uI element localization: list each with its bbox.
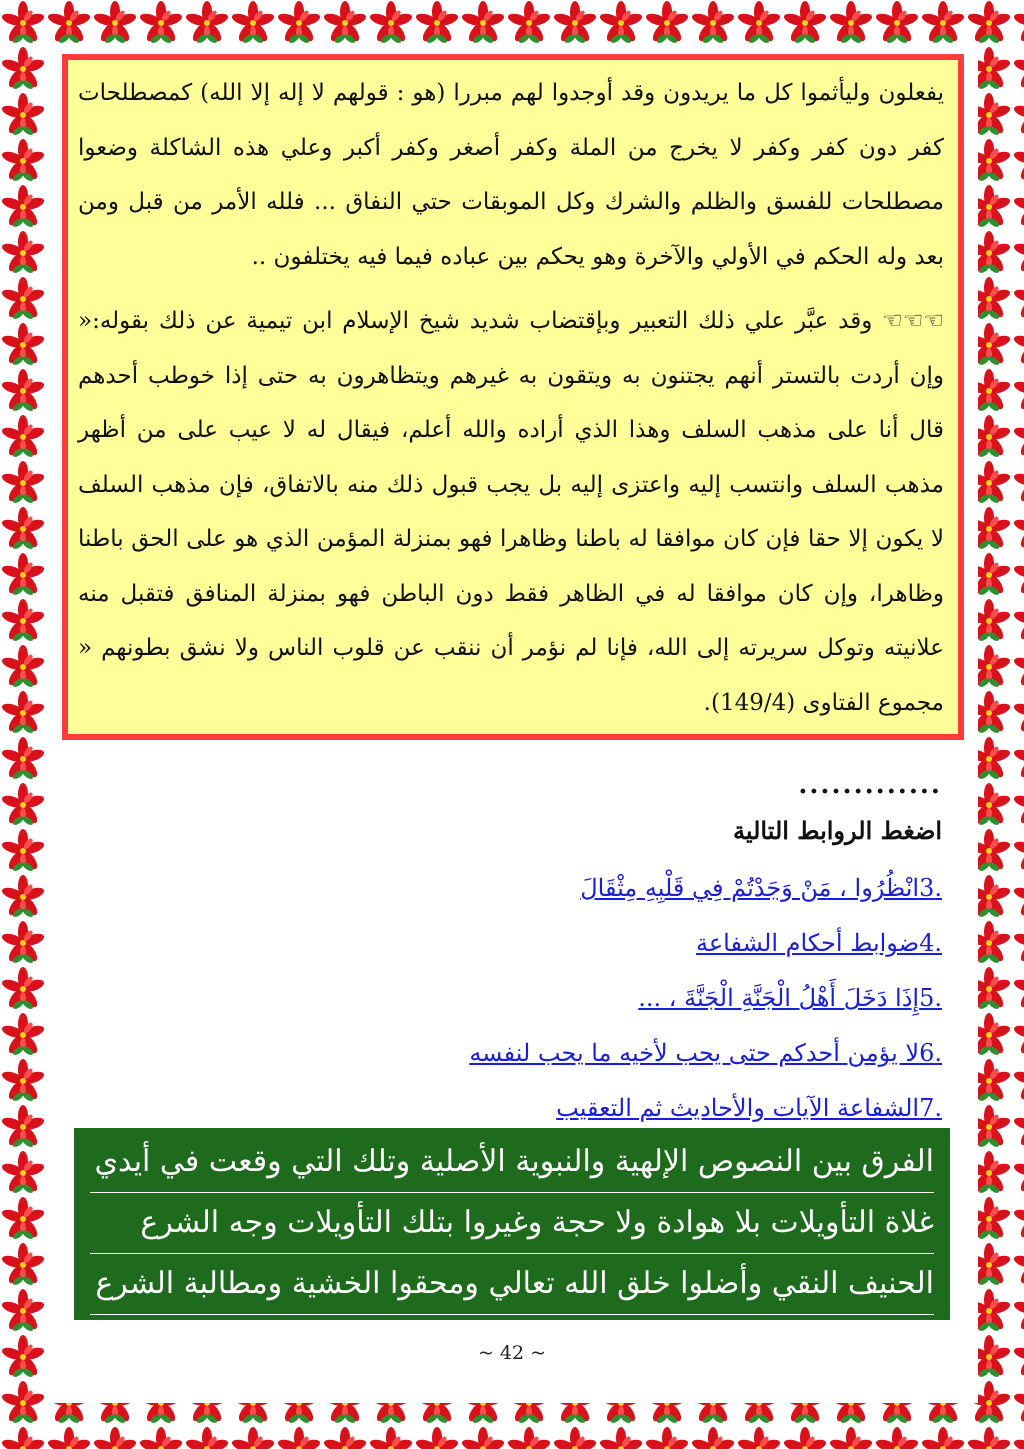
quote-text: [78, 66, 944, 728]
separator-dots: .............: [798, 770, 942, 800]
green-line-1: الفرق بين النصوص الإلهية والنبوية الأصلية وتلك التي وقعت في أيدي: [90, 1132, 934, 1193]
link-item-6[interactable]: .6لا يؤمن أحدكم حتى يحب لأخيه ما يحب لنفسه: [469, 1039, 942, 1067]
green-callout: [74, 1128, 950, 1320]
green-line-3: الحنيف النقي وأضلوا خلق الله تعالي ومحقوا الخشية ومطالبة الشرع: [90, 1254, 934, 1315]
page-number: ~ 42 ~: [477, 1342, 547, 1364]
page: [52, 46, 972, 1398]
quote-box: [62, 54, 964, 740]
link-item-3[interactable]: .3انْظُرُوا ، مَنْ وَجَدْتُمْ فِي قَلْبِهِ مِثْقَالَ: [580, 874, 942, 902]
link-list: [469, 864, 942, 1139]
paragraph-2: ☜☜☜ وقد عبَّر علي ذلك التعبير وبإقتضاب شديد شيخ الإسلام ابن تيمية عن ذلك بقوله:« وإن أردت بالتستر أنهم يجتنون به ويتقون به غيرهم ويتظاهرون به حتى إذا خوطب أحدهم قال أنا على مذهب السلف وهذا الذي أراده والله أعلم، فيقال له لا عيب على من أظهر مذهب السلف وانتسب إليه واعتزى إليه بل يجب قبول ذلك منه بالاتفاق، فإن مذهب السلف لا يكون إلا حقا فإن كان موافقا له باطنا وظاهرا فهو بمنزلة المؤمن الذي هو على الحق باطنا وظاهرا، وإن كان موافقا له في الظاهر فقط دون الباطن فهو بمنزلة المنافق فتقبل منه علانيته وتوكل سريرته إلى الله، فإنا لم نؤمر أن ننقب عن قلوب الناس ولا نشق بطونهم « مجموع الفتاوى (149/4).: [78, 308, 944, 716]
paragraph-1: يفعلون وليأثموا كل ما يريدون وقد أوجدوا لهم مبررا (هو : قولهم لا إله إلا الله) كمصطلحات كفر دون كفر وكفر لا يخرج من الملة وكفر أصغر وكفر أكبر وعلي هذه الشاكلة وضعوا مصطلحات للفسق والظلم والشرك وكل الموبقات حتي النفاق ... فلله الأمر من قبل ومن بعد وله الحكم في الأولي والآخرة وهو يحكم بين عباده فيما فيه يختلفون ..: [78, 80, 944, 270]
link-item-4[interactable]: .4ضوابط أحكام الشفاعة: [695, 929, 942, 957]
links-title: اضغط الروابط التالية: [732, 816, 942, 845]
link-item-5[interactable]: .5إِذَا دَخَلَ أَهْلُ الْجَنَّةِ الْجَنَّةَ ، ...: [638, 984, 942, 1012]
link-item-7[interactable]: .7الشفاعة الآيات والأحاديث ثم التعقيب: [556, 1094, 942, 1122]
green-line-2: غلاة التأويلات بلا هوادة ولا حجة وغيروا بتلك التأويلات وجه الشرع: [90, 1193, 934, 1254]
